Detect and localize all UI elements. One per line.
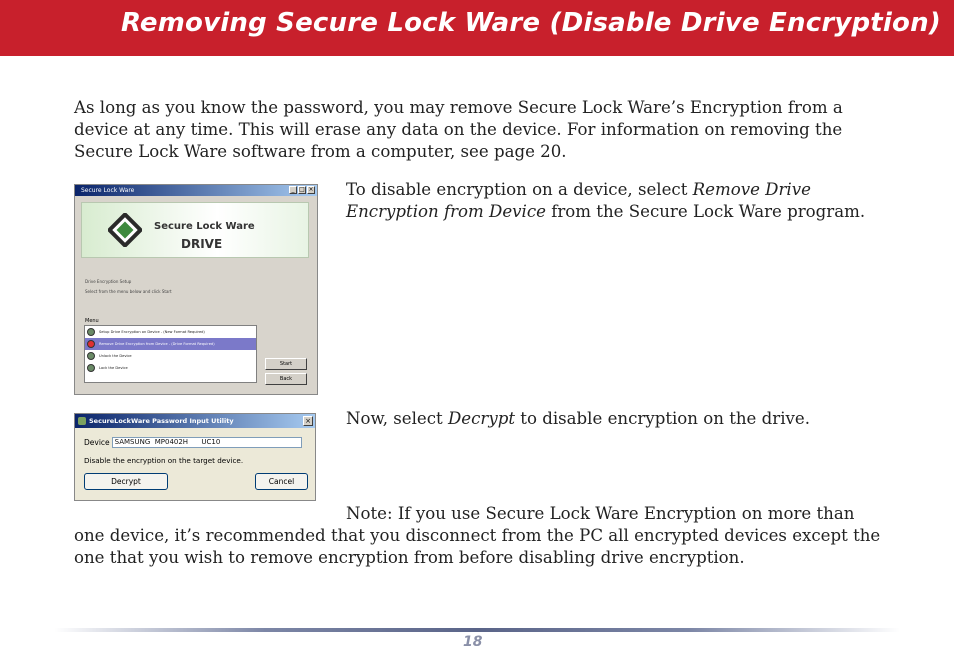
maximize-button[interactable]: □ (299, 186, 305, 193)
secure-lock-logo-icon (108, 213, 142, 247)
no-entry-icon (87, 340, 95, 348)
menu-list (84, 325, 257, 383)
close-icon[interactable]: × (303, 416, 313, 426)
password-input-utility-screenshot (74, 413, 316, 501)
page-title: Removing Secure Lock Ware (Disable Drive Encryption) (121, 8, 941, 38)
intro-paragraph: As long as you know the password, you may remove Secure Lock Ware’s Encryption from a device at any time. This will erase any data on the device. For information on removing the Secure Lock Ware software from a computer, see page 20. (74, 98, 843, 161)
drive-icon (87, 328, 95, 336)
window-titlebar (75, 185, 317, 196)
minimize-button[interactable]: _ (289, 186, 297, 194)
page-number: 18 (463, 634, 483, 650)
step2-paragraph: Now, select Decrypt to disable encryption on the drive. (346, 409, 810, 428)
dialog-title: SecureLockWare Password Input Utility (89, 417, 234, 425)
note-paragraph: one device, it’s recommended that you disconnect from the PC all encrypted devices except the one that you wish to remove encryption from before disabling drive encryption. (74, 526, 881, 567)
info-line-1: Drive Encryption Setup (85, 279, 132, 284)
logo-text: Secure Lock Ware (154, 221, 255, 232)
lock-icon (87, 364, 95, 372)
back-button[interactable]: Back (265, 373, 307, 385)
close-button[interactable]: × (308, 186, 314, 193)
remove-encryption-term: Remove Drive Encryption from Device (346, 180, 811, 221)
header-banner (0, 0, 954, 56)
note-line-1: Note: If you use Secure Lock Ware Encryption on more than (346, 504, 855, 523)
dialog-titlebar (75, 414, 315, 428)
app-icon (78, 417, 86, 425)
logo-banner (81, 202, 309, 258)
info-line-2: Select from the menu below and click Start (85, 289, 172, 294)
menu-item-remove-encryption[interactable]: Remove Drive Encryption from Device - (Drive Format Required) (85, 338, 256, 350)
window-title: Secure Lock Ware (81, 187, 135, 194)
logo-subtitle: DRIVE (181, 237, 223, 251)
menu-item-unlock-device[interactable]: Unlock the Device (85, 350, 256, 362)
menu-item-setup-encryption[interactable]: Setup Drive Encryption on Device - (New Format Required) (85, 326, 256, 338)
disable-message: Disable the encryption on the target device. (84, 456, 244, 465)
device-field[interactable]: SAMSUNG MP0402H UC10 (112, 437, 302, 448)
secure-lock-ware-window-screenshot (74, 184, 318, 395)
device-label: Device (84, 438, 110, 447)
decrypt-term: Decrypt (448, 409, 516, 428)
footer-divider (54, 628, 900, 632)
step1-paragraph: To disable encryption on a device, select Remove Drive Encryption from Device from the Secure Lock Ware program. (346, 180, 866, 221)
unlock-icon (87, 352, 95, 360)
menu-label: Menu (85, 318, 99, 324)
cancel-button[interactable]: Cancel (255, 473, 308, 490)
decrypt-button[interactable]: Decrypt (84, 473, 168, 490)
menu-item-lock-device[interactable]: Lock the Device (85, 362, 256, 374)
device-row (84, 437, 302, 448)
start-button[interactable]: Start (265, 358, 307, 370)
